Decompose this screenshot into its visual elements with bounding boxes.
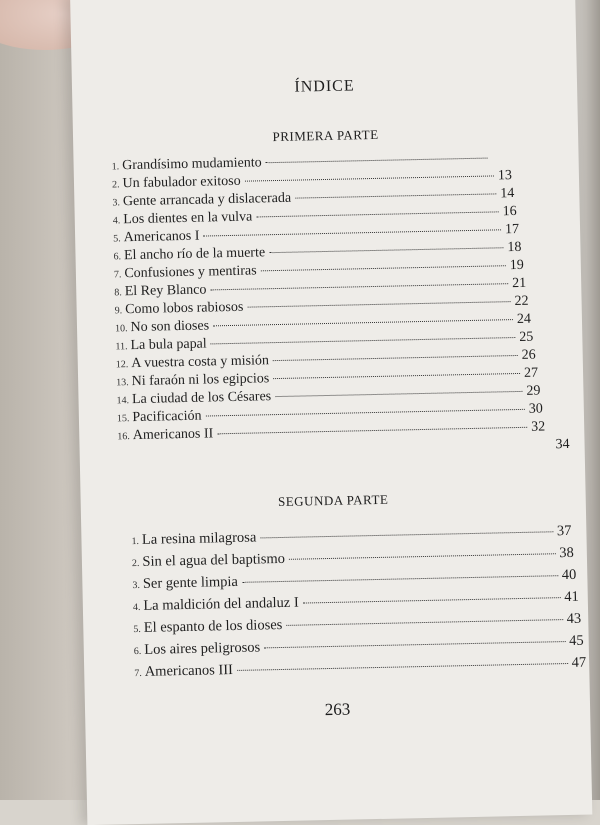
dot-leader xyxy=(275,391,522,397)
entry-title: No son dioses xyxy=(130,318,210,336)
entry-number: 5. xyxy=(113,233,121,245)
entry-title: La maldición del andaluz I xyxy=(143,594,299,614)
dot-leader xyxy=(289,553,555,560)
entry-page: 27 xyxy=(523,365,539,381)
entry-page: 25 xyxy=(519,329,534,345)
entry-number: 1. xyxy=(111,161,120,173)
entry-number: 15. xyxy=(116,413,130,425)
entry-page: 21 xyxy=(512,275,527,292)
entry-page: 41 xyxy=(564,588,579,606)
dot-leader xyxy=(247,301,510,308)
dot-leader xyxy=(213,319,513,326)
entry-number: 3. xyxy=(132,579,141,592)
toc-entry[interactable] xyxy=(133,589,579,615)
entry-number: 7. xyxy=(113,269,122,281)
book-page xyxy=(70,0,592,825)
dot-leader xyxy=(260,531,553,538)
page-title: ÍNDICE xyxy=(294,77,355,96)
entry-page: 40 xyxy=(561,566,577,584)
entry-page: 16 xyxy=(502,203,517,220)
entry-page: 45 xyxy=(569,632,584,649)
dot-leader xyxy=(206,409,525,417)
entry-title: Ser gente limpia xyxy=(142,573,239,592)
dot-leader xyxy=(295,193,496,198)
entry-number: 11. xyxy=(115,341,128,353)
entry-title: Un fabulador exitoso xyxy=(122,173,241,192)
entry-number: 2. xyxy=(111,179,120,191)
entry-number: 5. xyxy=(133,623,141,636)
dot-leader xyxy=(273,373,520,379)
dot-leader xyxy=(211,337,516,344)
entry-title: Americanos I xyxy=(123,228,200,246)
entry-page: 38 xyxy=(559,544,575,562)
entry-title: El Rey Blanco xyxy=(124,282,207,300)
entry-number: 7. xyxy=(134,667,142,680)
toc-entry[interactable] xyxy=(134,655,586,681)
dot-leader xyxy=(237,663,568,671)
dot-leader xyxy=(273,355,518,361)
entry-number: 6. xyxy=(133,645,142,658)
entry-page: 47 xyxy=(571,654,587,671)
part-title-1: PRIMERA PARTE xyxy=(272,126,379,145)
entry-title: Pacificación xyxy=(132,408,202,426)
entry-number: 8. xyxy=(114,287,122,299)
entry-page: 30 xyxy=(528,401,543,417)
dot-leader xyxy=(203,229,501,236)
entry-title: Americanos III xyxy=(144,662,234,680)
entry-page: 34 xyxy=(555,436,570,453)
entry-page: 17 xyxy=(504,221,520,238)
entry-title: Los aires peligrosos xyxy=(144,639,261,658)
entry-page: 43 xyxy=(566,610,582,628)
entry-title: Americanos II xyxy=(132,426,214,444)
dot-leader xyxy=(286,619,562,626)
entry-number: 3. xyxy=(112,197,121,209)
entry-title: El ancho río de la muerte xyxy=(123,245,266,264)
part-title-2: SEGUNDA PARTE xyxy=(277,491,389,510)
entry-page: 18 xyxy=(507,239,522,256)
entry-page: 22 xyxy=(514,293,529,310)
entry-number: 10. xyxy=(114,323,128,335)
entry-title: Ni faraón ni los egipcios xyxy=(131,371,270,390)
entry-number: 16. xyxy=(117,431,130,443)
entry-page: 14 xyxy=(500,186,515,202)
dot-leader xyxy=(261,265,506,271)
dot-leader xyxy=(256,211,498,217)
page-number: 263 xyxy=(324,699,351,720)
entry-number: 2. xyxy=(131,557,140,570)
toc-entry[interactable] xyxy=(132,567,576,593)
dot-leader xyxy=(210,283,508,290)
entry-title: Grandísimo mudamiento xyxy=(121,155,262,174)
entry-title: Gente arrancada y dislacerada xyxy=(122,190,292,210)
entry-page: 19 xyxy=(509,257,524,274)
toc-entry[interactable] xyxy=(132,545,574,571)
entry-page: 26 xyxy=(521,347,536,363)
dot-leader xyxy=(242,575,558,583)
entry-page: 13 xyxy=(497,168,513,184)
entry-number: 12. xyxy=(115,359,129,371)
entry-page: 37 xyxy=(556,522,572,540)
dot-leader xyxy=(266,158,488,164)
toc-entry[interactable] xyxy=(131,523,571,549)
entry-title: Los dientes en la vulva xyxy=(123,209,253,228)
entry-title: La bula papal xyxy=(130,336,207,354)
entry-number: 4. xyxy=(132,601,141,614)
entry-page: 24 xyxy=(516,311,532,327)
entry-number: 14. xyxy=(116,395,130,407)
dot-leader xyxy=(245,175,494,181)
entry-number: 13. xyxy=(116,377,129,389)
dot-leader xyxy=(264,641,565,648)
entry-title: La ciudad de los Césares xyxy=(131,389,272,408)
entry-number: 1. xyxy=(131,535,140,548)
dot-leader xyxy=(269,247,503,253)
entry-title: Como lobos rabiosos xyxy=(124,299,244,318)
entry-title: Confusiones y mentiras xyxy=(124,263,257,282)
toc-extra-page xyxy=(529,437,569,454)
entry-number: 4. xyxy=(112,215,121,227)
dot-leader xyxy=(217,427,527,434)
entry-title: Sin el agua del baptismo xyxy=(142,550,286,570)
entry-title: El espanto de los dioses xyxy=(143,616,283,636)
entry-page: 29 xyxy=(526,383,541,399)
entry-page: 32 xyxy=(531,419,546,435)
entry-number: 6. xyxy=(113,251,122,263)
dot-leader xyxy=(303,597,561,603)
entry-number: 9. xyxy=(114,305,123,317)
entry-title: A vuestra costa y misión xyxy=(131,353,270,372)
entry-title: La resina milagrosa xyxy=(141,529,257,548)
